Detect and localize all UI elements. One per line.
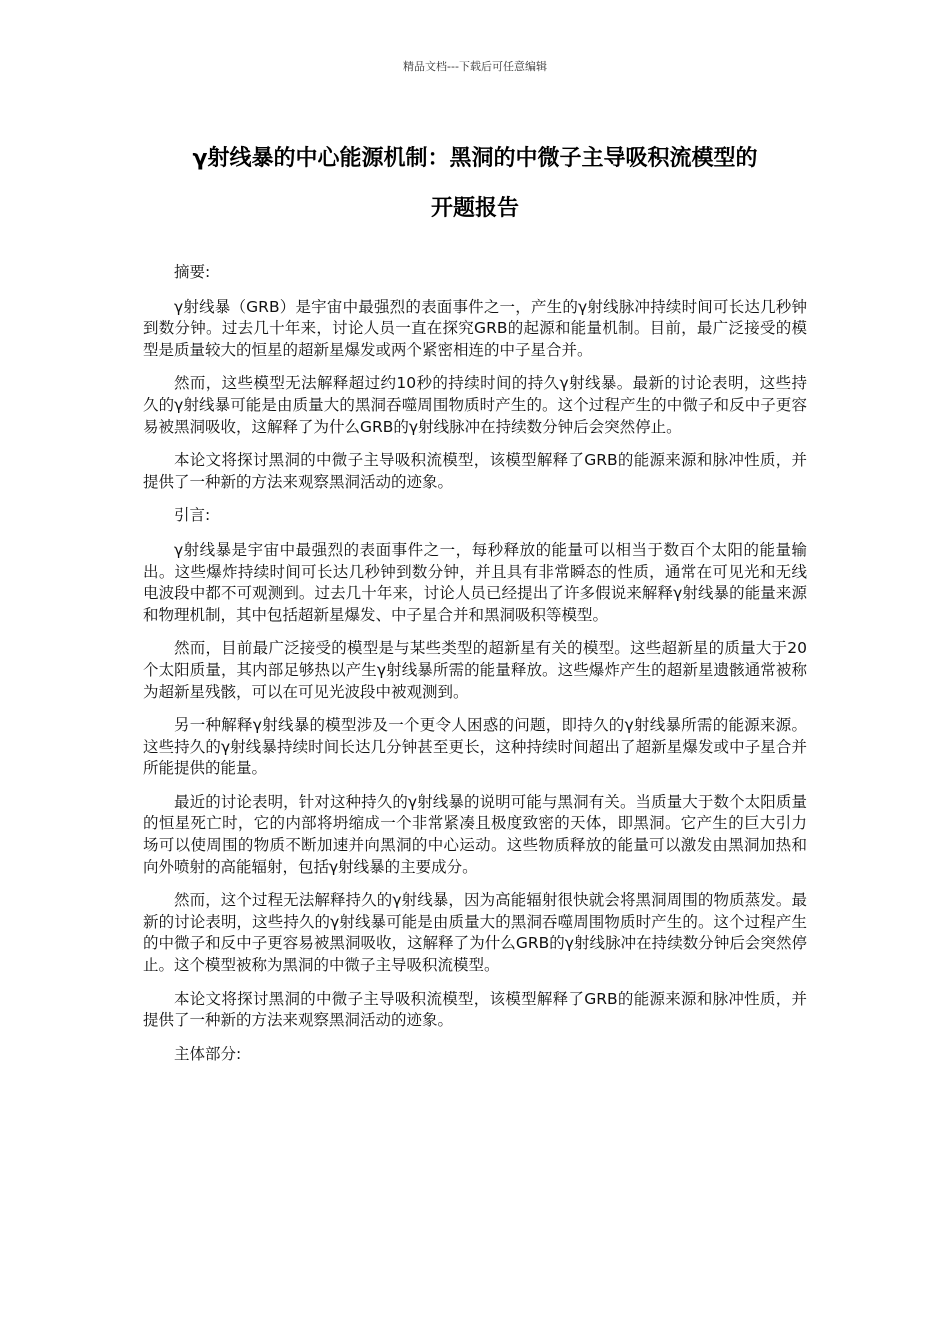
intro-heading: 引言: [174, 506, 211, 525]
intro-paragraph: γ射线暴是宇宙中最强烈的表面事件之一，每秒释放的能量可以相当于数百个太阳的能量输出。这些爆炸持续时间可长达几秒钟到数分钟，并且具有非常瞬态的性质，通常在可见光和无线电波段中都不可观测到。过去几十年来，讨论人员已经提出了许多假说来解释γ射线暴的能量来源和物理机制，其中包括超新星爆发、中子星合并和黑洞吸积等模型。 [143, 540, 807, 624]
page-header: 精品文档---下载后可任意编辑 [403, 60, 547, 73]
intro-paragraph: 本论文将探讨黑洞的中微子主导吸积流模型，该模型解释了GRB的能源来源和脉冲性质，并提供了一种新的方法来观察黑洞活动的迹象。 [143, 989, 807, 1030]
abstract-heading: 摘要: [174, 263, 211, 281]
title-line-1: γ射线暴的中心能源机制：黑洞的中微子主导吸积流模型的 [192, 146, 758, 171]
abstract-paragraph: 然而，这些模型无法解释超过约10秒的持续时间的持久γ射线暴。最新的讨论表明，这些持久的γ射线暴可能是由质量大的黑洞吞噬周围物质时产生的。这个过程产生的中微子和反中子更容易被黑洞吸收，这解释了为什么GRB的γ射线脉冲在持续数分钟后会突然停止。 [143, 374, 807, 436]
title-line-2: 开题报告 [430, 196, 519, 221]
document-body [143, 262, 807, 1078]
abstract-paragraph: 本论文将探讨黑洞的中微子主导吸积流模型，该模型解释了GRB的能源来源和脉冲性质，并提供了一种新的方法来观察黑洞活动的迹象。 [143, 451, 807, 491]
intro-paragraph: 然而，这个过程无法解释持久的γ射线暴，因为高能辐射很快就会将黑洞周围的物质蒸发。最新的讨论表明，这些持久的γ射线暴可能是由质量大的黑洞吞噬周围物质时产生的。这个过程产生的中微子和反中子更容易被黑洞吸收，这解释了为什么GRB的γ射线脉冲在持续数分钟后会突然停止。这个模型被称为黑洞的中微子主导吸积流模型。 [143, 891, 807, 975]
intro-paragraph: 然而，目前最广泛接受的模型是与某些类型的超新星有关的模型。这些超新星的质量大于20个太阳质量，其内部足够热以产生γ射线暴所需的能量释放。这些爆炸产生的超新星遗骸通常被称为超新星残骸，可以在可见光波段中被观测到。 [143, 639, 807, 701]
body-heading: 主体部分: [174, 1044, 242, 1063]
intro-paragraph: 另一种解释γ射线暴的模型涉及一个更令人困惑的问题，即持久的γ射线暴所需的能源来源。这些持久的γ射线暴持续时间长达几分钟甚至更长，这种持续时间超出了超新星爆发或中子星合并所能提供的能量。 [143, 716, 807, 778]
document-title [120, 134, 830, 234]
intro-paragraph: 最近的讨论表明，针对这种持久的γ射线暴的说明可能与黑洞有关。当质量大于数个太阳质量的恒星死亡时，它的内部将坍缩成一个非常紧凑且极度致密的天体，即黑洞。它产生的巨大引力场可以使周围的物质不断加速并向黑洞的中心运动。这些物质释放的能量可以激发由黑洞加热和向外喷射的高能辐射，包括γ射线暴的主要成分。 [143, 792, 807, 876]
abstract-paragraph: γ射线暴（GRB）是宇宙中最强烈的表面事件之一，产生的γ射线脉冲持续时间可长达几秒钟到数分钟。过去几十年来，讨论人员一直在探究GRB的起源和能量机制。目前，最广泛接受的模型是质量较大的恒星的超新星爆发或两个紧密相连的中子星合并。 [143, 297, 807, 359]
